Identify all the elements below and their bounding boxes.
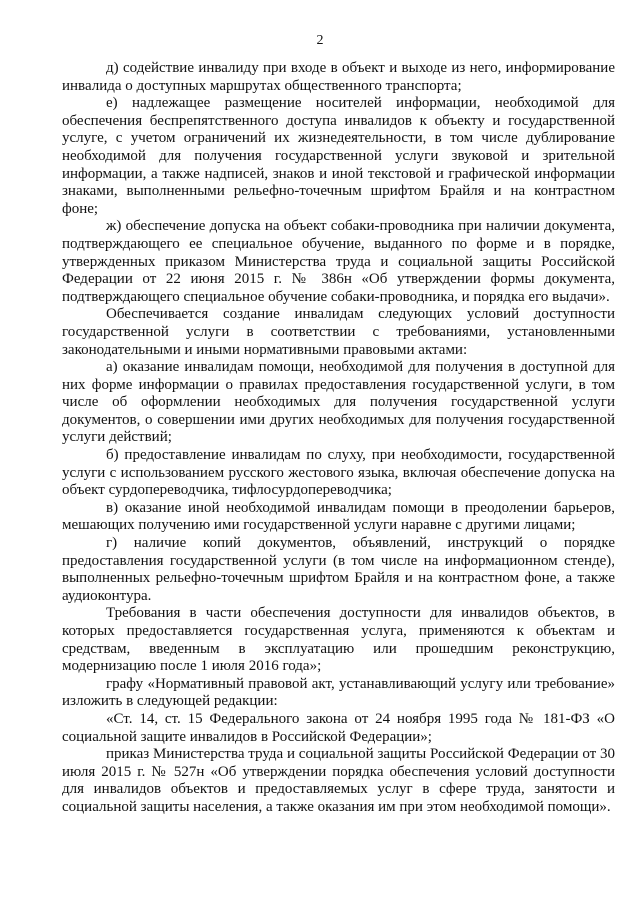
paragraph-a: а) оказание инвалидам помощи, необходимой для получения в доступной для них форме информации о правилах предоставления государственной услуги, в том числе об оформлении необходимых для получения государственной услуги документов, о совершении ими других необходимых для получения государственной услуги действий;	[62, 359, 615, 446]
document-body	[62, 60, 615, 817]
paragraph-column-instruction: графу «Нормативный правовой акт, устанавливающий услугу или требование» изложить в следующей редакции:	[62, 675, 615, 710]
paragraph-conditions-intro: Обеспечивается создание инвалидам следующих условий доступности государственной услуги в соответствии с требованиями, установленными законодательными и иными нормативными правовыми актами:	[62, 306, 615, 358]
page-number: 2	[316, 33, 324, 48]
paragraph-b: б) предоставление инвалидам по слуху, при необходимости, государственной услуги с использованием русского жестового языка, включая обеспечение допуска на объект сурдопереводчика, тифлосурдопереводчика;	[62, 447, 615, 499]
paragraph-g: г) наличие копий документов, объявлений, инструкций о порядке предоставления государственной услуги (в том числе на информационном стенде), выполненных рельефно-точечным шрифтом Брайля и на контрастном фоне, а также аудиоконтура.	[62, 535, 615, 604]
paragraph-v: в) оказание иной необходимой инвалидам помощи в преодолении барьеров, мешающих получению ими государственной услуги наравне с другими лицами;	[62, 499, 615, 534]
paragraph-e: е) надлежащее размещение носителей информации, необходимой для обеспечения беспрепятственного доступа инвалидов к объекту и государственной услуге, с учетом ограничений их жизнедеятельности, в том числе дублирование необходимой для получения государственной услуги звуковой и зрительной информации, а также надписей, знаков и иной текстовой и графической информации знаками, выполненными рельефно-точечным шрифтом Брайля и на контрастном фоне;	[62, 95, 615, 217]
paragraph-ministry-order: приказ Министерства труда и социальной защиты Российской Федерации от 30 июля 2015 г. № 527н «Об утверждении порядка обеспечения условий доступности для инвалидов объектов и предоставляемых услуг в сфере труда, занятости и социальной защиты населения, а также оказания им при этом необходимой помощи».	[62, 746, 615, 815]
paragraph-d: д) содействие инвалиду при входе в объект и выходе из него, информирование инвалида о доступных маршрутах общественного транспорта;	[62, 60, 615, 94]
paragraph-requirements: Требования в части обеспечения доступности для инвалидов объектов, в которых предоставляется государственная услуга, применяются к объектам и средствам, введенным в эксплуатацию или прошедшим реконструкцию, модернизацию после 1 июля 2016 года»;	[62, 605, 615, 675]
paragraph-zh: ж) обеспечение допуска на объект собаки-проводника при наличии документа, подтверждающего ее специальное обучение, выданного по форме и в порядке, утвержденных приказом Министерства труда и социальной защиты Российской Федерации от 22 июня 2015 г. № 386н «Об утверждении формы документа, подтверждающего специальное обучение собаки-проводника, и порядка его выдачи».	[62, 218, 615, 305]
paragraph-federal-law: «Ст. 14, ст. 15 Федерального закона от 24 ноября 1995 года № 181-ФЗ «О социальной защите инвалидов в Российской Федерации»;	[62, 710, 615, 745]
